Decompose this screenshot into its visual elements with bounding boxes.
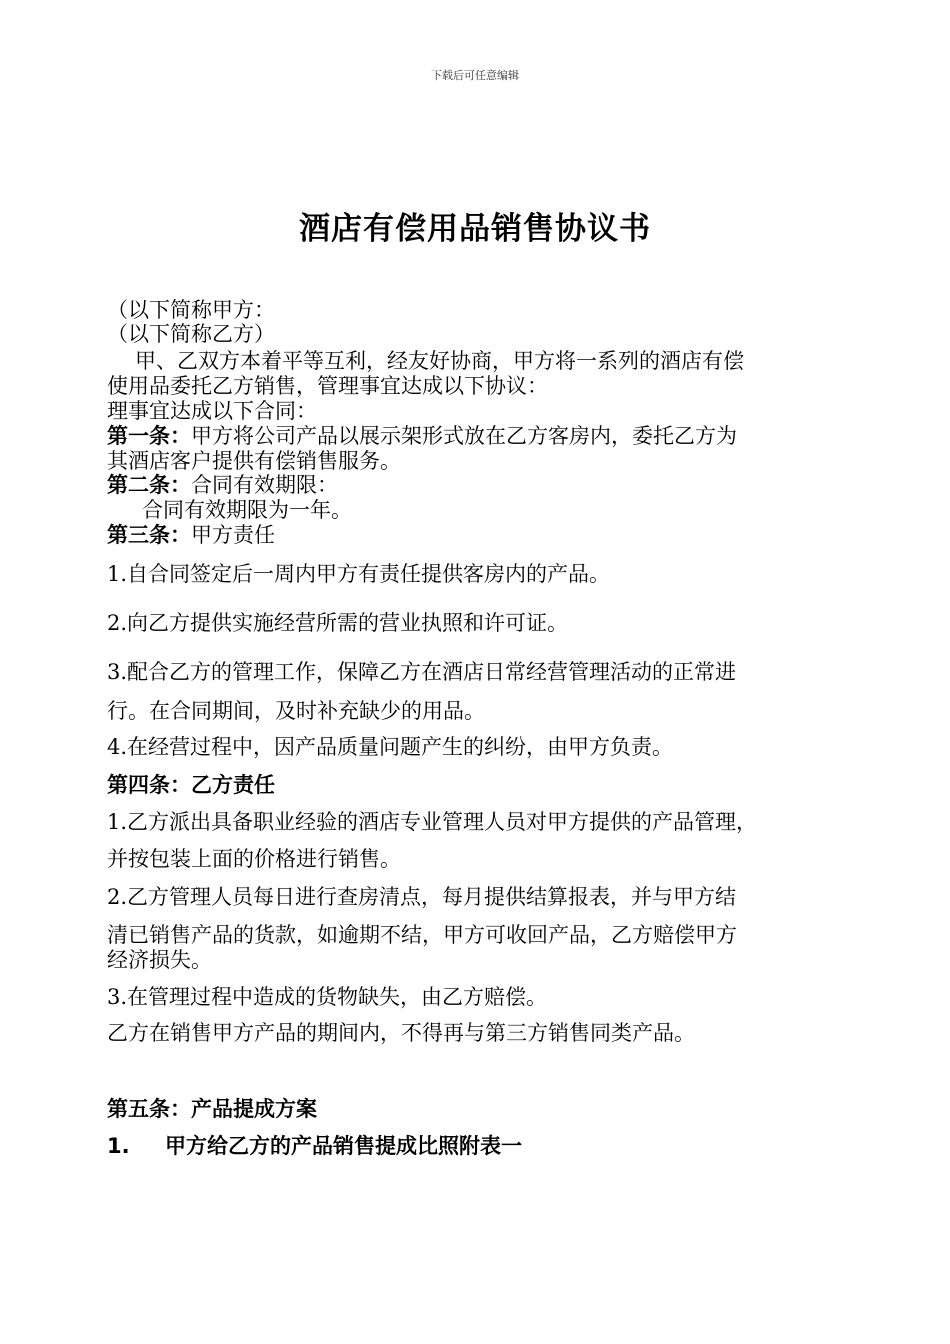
intro-line-2: 使用品委托乙方销售，管理事宜达成以下协议： bbox=[107, 374, 548, 398]
article-4-item-1: 1.乙方派出具备职业经验的酒店专业管理人员对甲方提供的产品管理， bbox=[107, 810, 758, 834]
article-4-item-2-cont2: 经济损失。 bbox=[107, 948, 212, 972]
article-1-line-1 bbox=[107, 424, 857, 448]
intro-line-1: 甲、乙双方本着平等互利，经友好协商，甲方将一系列的酒店有偿 bbox=[135, 349, 744, 373]
article-2-line bbox=[107, 473, 857, 497]
article-4-heading: 第四条：乙方责任 bbox=[107, 773, 275, 797]
party-b-line: （以下简称乙方） bbox=[107, 322, 275, 346]
article-3-item-2: 2.向乙方提供实施经营所需的营业执照和许可证。 bbox=[107, 611, 569, 635]
article-3-text: 甲方责任 bbox=[191, 523, 275, 547]
party-a-line: （以下简称甲方： bbox=[107, 298, 275, 322]
article-2-label: 第二条： bbox=[107, 473, 191, 497]
header-note: 下载后可任意编辑 bbox=[431, 69, 519, 82]
article-4-item-2: 2.乙方管理人员每日进行查房清点，每月提供结算报表，并与甲方结 bbox=[107, 885, 737, 909]
article-4-note: 乙方在销售甲方产品的期间内，不得再与第三方销售同类产品。 bbox=[107, 1021, 695, 1045]
article-1-label: 第一条： bbox=[107, 424, 191, 448]
article-4-item-3: 3.在管理过程中造成的货物缺失，由乙方赔偿。 bbox=[107, 985, 548, 1009]
article-3-line bbox=[107, 523, 857, 547]
article-5-item-number: 1. bbox=[107, 1134, 130, 1158]
article-1-text: 甲方将公司产品以展示架形式放在乙方客房内，委托乙方为 bbox=[191, 424, 737, 448]
article-2-text: 合同有效期限： bbox=[191, 473, 338, 497]
article-5-item-1 bbox=[107, 1134, 857, 1158]
article-3-item-4: 4.在经营过程中，因产品质量问题产生的纠纷，由甲方负责。 bbox=[107, 735, 674, 759]
article-3-item-3-cont: 行。在合同期间，及时补充缺少的用品。 bbox=[107, 699, 485, 723]
article-2-detail: 合同有效期限为一年。 bbox=[142, 498, 352, 522]
intro-line-3: 理事宜达成以下合同： bbox=[107, 399, 317, 423]
article-5-item-text: 甲方给乙方的产品销售提成比照附表一 bbox=[165, 1134, 522, 1158]
article-3-label: 第三条： bbox=[107, 523, 191, 547]
article-3-item-1: 1.自合同签定后一周内甲方有责任提供客房内的产品。 bbox=[107, 562, 611, 586]
article-4-item-2-cont: 清已销售产品的货款，如逾期不结，甲方可收回产品，乙方赔偿甲方 bbox=[107, 923, 737, 947]
article-4-item-1-cont: 并按包装上面的价格进行销售。 bbox=[107, 847, 401, 871]
document-title: 酒店有偿用品销售协议书 bbox=[299, 211, 651, 247]
article-5-heading: 第五条：产品提成方案 bbox=[107, 1097, 317, 1121]
article-1-line-2: 其酒店客户提供有偿销售服务。 bbox=[107, 449, 401, 473]
article-3-item-3: 3.配合乙方的管理工作，保障乙方在酒店日常经营管理活动的正常进 bbox=[107, 660, 737, 684]
